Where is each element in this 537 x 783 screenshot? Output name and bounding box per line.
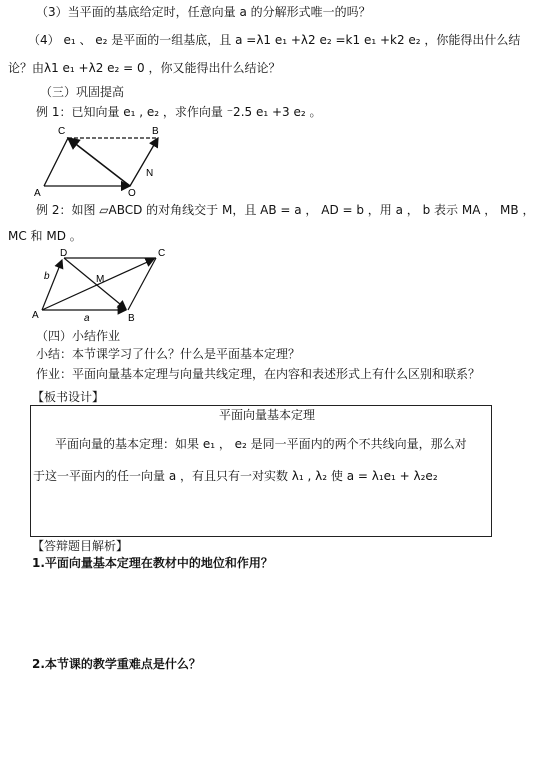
- question-4-line2: 论？由λ1 e₁ +λ2 e₂ = 0 ，你又能得出什么结论？: [8, 61, 281, 75]
- defense-question-1: 1.平面向量基本定理在教材中的地位和作用？: [32, 556, 273, 570]
- board-heading: 【板书设计】: [32, 390, 105, 404]
- summary-text: 小结：本节课学习了什么？什么是平面基本定理？: [36, 347, 301, 361]
- question-3: （3）当平面的基底给定时，任意向量 a 的分解形式唯一的吗？: [36, 5, 371, 19]
- defense-question-2: 2.本节课的教学重难点是什么？: [32, 657, 201, 671]
- label-o: O: [128, 188, 136, 198]
- homework-text: 作业：平面向量基本定理与向量共线定理，在内容和表述形式上有什么区别和联系？: [36, 367, 481, 381]
- example-1: 例 1：已知向量 e₁ , e₂ ，求作向量 ⁻2.5 e₁ +3 e₂ 。: [36, 105, 322, 119]
- board-theorem-line2: 于这一平面内的任一向量 a ，有且只有一对实数 λ₁ , λ₂ 使 a = λ₁e₁ + λ₂e₂: [33, 469, 438, 483]
- label-d: D: [60, 248, 68, 259]
- segment-cb: [128, 258, 156, 310]
- label-b: B: [152, 126, 159, 137]
- question-4-line1: （4） e₁ 、 e₂ 是平面的一组基底，且 a =λ1 e₁ +λ2 e₂ =k1 e₁ +k2 e₂ ，你能得出什么结: [28, 33, 521, 47]
- board-design-box: [30, 405, 492, 537]
- arrow-oc: [68, 138, 130, 186]
- label-c: C: [158, 248, 166, 259]
- section3-title: （三）巩固提高: [40, 85, 125, 99]
- label-c: C: [58, 126, 66, 137]
- board-title: 平面向量基本定理: [219, 408, 316, 422]
- segment-ca: [44, 138, 68, 186]
- label-b: B: [128, 313, 135, 324]
- board-theorem-line1: 平面向量的基本定理：如果 e₁ ， e₂ 是同一平面内的两个不共线向量，那么对: [55, 437, 467, 451]
- figure-1-vector-diagram: [30, 120, 170, 198]
- label-a: A: [34, 188, 41, 198]
- arrow-ob: [130, 138, 158, 186]
- label-vec-a: a: [84, 313, 90, 324]
- example-2-line1: 例 2：如图 ▱ABCD 的对角线交于 M，且 AB = a ， AD = b ，用 a ， b 表示 MA ， MB ，: [36, 203, 535, 217]
- diagonal-db: [64, 258, 126, 309]
- figure-2-parallelogram: [30, 246, 180, 324]
- label-vec-b: b: [44, 271, 50, 282]
- section4-title: （四）小结作业: [36, 329, 121, 343]
- example-2-line2: MC 和 MD 。: [8, 229, 82, 243]
- label-m: M: [96, 274, 105, 285]
- label-a: A: [32, 310, 39, 321]
- label-n: N: [146, 168, 154, 179]
- defense-heading: 【答辩题目解析】: [32, 539, 129, 553]
